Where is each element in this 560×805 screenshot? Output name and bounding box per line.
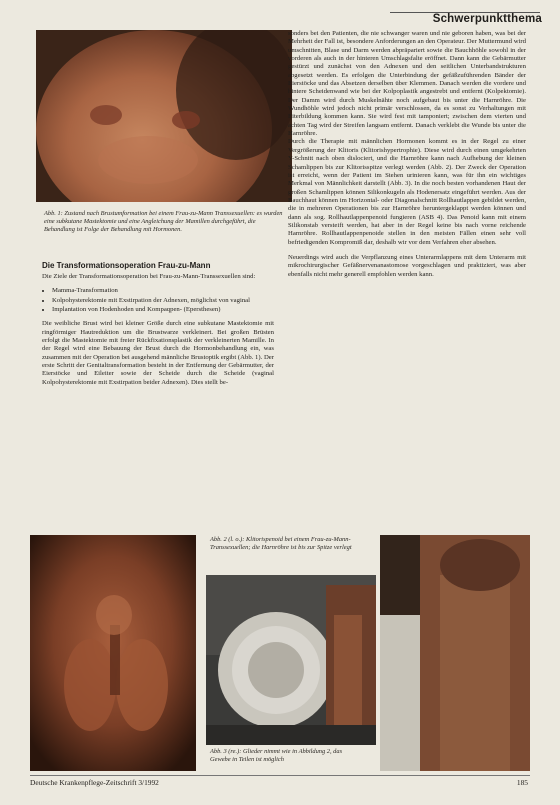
figure-2-photo — [30, 535, 196, 771]
list-item: • Kolpohysterektomie mit Exstirpation der Adnexen, möglichst von vaginal — [52, 297, 274, 305]
footer-journal: Deutsche Krankenpflege-Zeitschrift 3/1992 — [30, 778, 159, 787]
figure-1-photo — [36, 30, 292, 202]
figure-4-photo — [380, 535, 530, 771]
body-paragraph: sonders bei den Patienten, die nie schwanger waren und nie geboren haben, was bei der Mehrheit der Fall ist, besondere Anforderungen an den Operateur. Der Muttermund wird umschnitten, Blase und Darm werden abpräpariert sowie die Bauchhöhle sowohl in der vorderen als auch in der hinteren Umschlagsfalte eröffnet. Dann kann die Gebärmutter gestürzt und zunächst von den Adnexen und den seitlichen Unterbandstrukturen abgesetzt werden. Es erfolgen die Unterbindung der gefäßzuführenden Bänder der Eierstöcke und das Absetzen derselben über Klemmen. Danach werden die vordere und hintere Scheidenwand wie bei der Kolpoplastik angestrebt und entfernt (Kolpektomie). Der Damm wird durch Muskelnähte noch aufgebaut bis unter die Harnröhre. Die Wundhöhle wird jedoch nicht primär verschlossen, da es sonst zu Verhaltungen mit Eiterbildung kommen kann. Sie wird fest mit tamponiert; zwischen dem vierten und achten Tag wird der Streifen langsam entfernt. Danach verklebt die Wunde bis unter die Harnröhre. — [288, 30, 526, 138]
list-item: • Implantation von Hodenhoden und Kompaqpen- (Epersthesen) — [52, 306, 274, 314]
figure-3-photo — [206, 575, 376, 745]
list-item: • Mamma-Transformation — [52, 287, 274, 295]
section-header: Schwerpunktthema — [432, 13, 542, 25]
page-number: 185 — [516, 778, 528, 787]
left-column — [42, 273, 274, 387]
body-paragraph: Durch die Therapie mit männlichen Hormonen kommt es in der Regel zu einer Vergrößerung der Klitoris (Klitorishypertrophie). Diese wird durch einen umgekehrten Y-Schnitt nach oben dislociert, und die Harnröhre kann nach Aufhebung der kleinen Schamlippen bis zur Klitorisspitze verlegt werden (Abb. 2). Der Zweck der Operation ist erreicht, wenn der Patient im Stehen urinieren kann, was für ihn ein wichtiges Merkmal von Männlichkeit darstellt (Abb. 3). In die noch besten vorhandenen Haut der großen Schamlippen können Silikonkugeln als Hodenersatz eingeführt werden. Aus der Bauchhaut können im Horizontal- oder Diagonalschnitt Rollhautlappen gebildet werden, die in mehreren Operationen bis zur Harnröhre heruntergeklappt werden können und dann als sog. Rollhautlappenpenoid fungieren (ASB 4). Das Penoid kann mit einem Silikonstab versteift werden, hat aber in der Regel keine bis nach vorne reichende Harnröhre. Rollhautlappenpenoide stellen in den meisten Fällen einen sehr voll befriedigenden Kompromiß dar, deshalb wir vor dem Verfahren eher absehen. — [288, 138, 526, 246]
body-paragraph: Neuerdings wird auch die Verpflanzung eines Unterarmlappens mit dem Unterarm mit mikrochirurgischer Gefäßnervenanastomose vorgeschlagen und praktiziert, was aber ebenfalls nicht mehr generell empfohlen werden kann. — [288, 253, 526, 278]
body-paragraph: Die weibliche Brust wird bei kleiner Größe durch eine subkutane Mastektomie mit ringförmiger Hautreduktion um die Brustwarze verkleinert. Bei großen Brüsten erfolgt die Mastektomie mit freier Rückfixationsplastik der verkleinerten Mamille. In der Regel wird eine Bebauung der Brust durch die Hormonbehandlung ein, was zusammen mit der Operation bei ausgehend männliche Brustoptik ergibt (Abb. 1). Der erste Schritt der Genitaltransformation besteht in der Entfernung der Gebärmutter, der Eierstöcke und Eileiter sowie der Scheide durch die Scheide (vaginal Kolpohysterektomie mit Exstirpation beider Adnexen). Dies stellt be- — [42, 320, 274, 386]
right-column — [288, 30, 526, 279]
section-heading: Die Transformationsoperation Frau-zu-Mann — [42, 261, 211, 270]
figure-1-caption: Abb. 1: Zustand nach Brustumformation bei einem Frau-zu-Mann Transsexuellen: es wurden eine subkutane Mastektomie und eine Angleichung der Mamillen durchgeführt, die Behandlung ist Folge der Behandlung mit Hormonen. — [44, 210, 283, 234]
figure-3-caption: Abb. 3 (re.): Glieder nimmt wie in Abbildung 2, das Gewebe in Teilen ist möglich — [210, 748, 343, 764]
goals-list — [42, 287, 274, 314]
figure-2-caption: Abb. 2 (l. o.): Klitorispenoid bei einem Frau-zu-Mann-Transsexuellen; die Harnröhre ist bis zur Spitze verlegt — [210, 536, 352, 552]
footer-rule — [30, 775, 530, 776]
intro-paragraph: Die Ziele der Transformationsoperation bei Frau-zu-Mann-Transsexuellen sind: — [42, 273, 256, 280]
